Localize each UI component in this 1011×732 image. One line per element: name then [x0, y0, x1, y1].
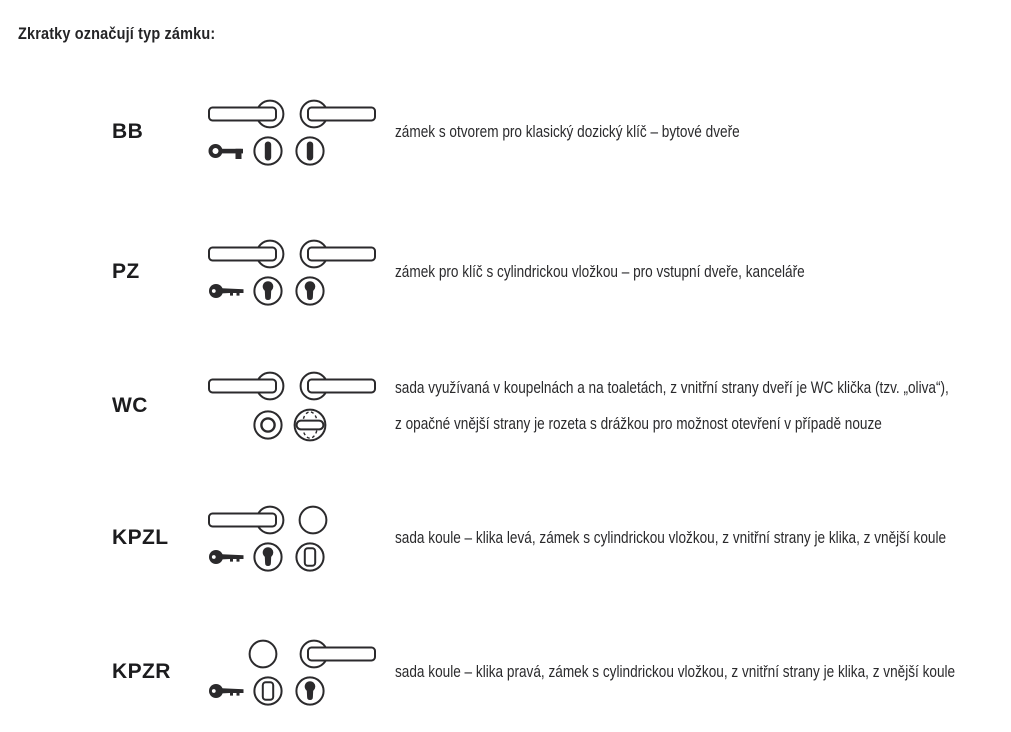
lock-code-label: PZ: [112, 260, 140, 283]
lock-description: [395, 254, 888, 290]
lock-description: [395, 114, 888, 150]
bit-key-icon: [208, 140, 246, 162]
pz-keyhole-rosette-icon: [253, 276, 283, 306]
bb-keyhole-rosette-icon: [253, 136, 283, 166]
wc-oliva-knob-icon: [293, 408, 327, 442]
lever-handle-right-icon: [298, 371, 376, 401]
lock-icon-set: [208, 505, 393, 572]
blind-rosette-icon: [295, 542, 325, 572]
description-line: sada koule – klika levá, zámek s cylindrickou vložkou, z vnitřní strany je klika, z vnější koule: [395, 528, 947, 547]
lock-description: [395, 370, 949, 442]
lock-icon-set: [208, 99, 393, 166]
lever-handle-right-icon: [298, 639, 376, 669]
description-line: z opačné vnější strany je rozeta s drážkou pro možnost otevření v případě nouze: [395, 414, 882, 433]
page-title: Zkratky označují typ zámku:: [18, 24, 216, 43]
ball-knob-icon: [248, 639, 278, 669]
cylinder-key-icon: [208, 680, 246, 702]
description-line: sada koule – klika pravá, zámek s cylindrickou vložkou, z vnitřní strany je klika, z vnější koule: [395, 662, 956, 681]
lever-handle-left-icon: [208, 371, 286, 401]
description-line: zámek s otvorem pro klasický dozický klíč – bytové dveře: [395, 122, 740, 141]
bb-keyhole-rosette-icon: [295, 136, 325, 166]
description-line: sada využívaná v koupelnách a na toaletách, z vnitřní strany dveří je WC klička (tzv. „oliva“),: [395, 378, 949, 397]
lock-type-row-pz: [0, 237, 1011, 307]
lock-type-row-kpzl: [0, 503, 1011, 573]
lock-icon-set: [208, 371, 393, 442]
lever-handle-right-icon: [298, 239, 376, 269]
lever-handle-left-icon: [208, 99, 286, 129]
lock-type-row-kpzr: [0, 637, 1011, 707]
lock-type-row-bb: [0, 97, 1011, 167]
lock-code-label: KPZR: [112, 660, 171, 683]
pz-keyhole-rosette-icon: [295, 276, 325, 306]
lock-code-label: BB: [112, 120, 144, 143]
ball-knob-icon: [298, 505, 328, 535]
lock-code-label: WC: [112, 394, 148, 417]
cylinder-key-icon: [208, 280, 246, 302]
blind-rosette-icon: [253, 676, 283, 706]
lock-description: [395, 654, 955, 690]
lock-description: [395, 520, 946, 556]
lock-icon-set: [208, 639, 393, 706]
pz-keyhole-rosette-icon: [253, 542, 283, 572]
lock-icon-set: [208, 239, 393, 306]
lever-handle-right-icon: [298, 99, 376, 129]
description-line: zámek pro klíč s cylindrickou vložkou – pro vstupní dveře, kanceláře: [395, 262, 805, 281]
lever-handle-left-icon: [208, 505, 286, 535]
groove-rosette-icon: [253, 410, 283, 440]
pz-keyhole-rosette-icon: [295, 676, 325, 706]
lever-handle-left-icon: [208, 239, 286, 269]
lock-code-label: KPZL: [112, 526, 169, 549]
lock-type-row-wc: [0, 367, 1011, 445]
cylinder-key-icon: [208, 546, 246, 568]
